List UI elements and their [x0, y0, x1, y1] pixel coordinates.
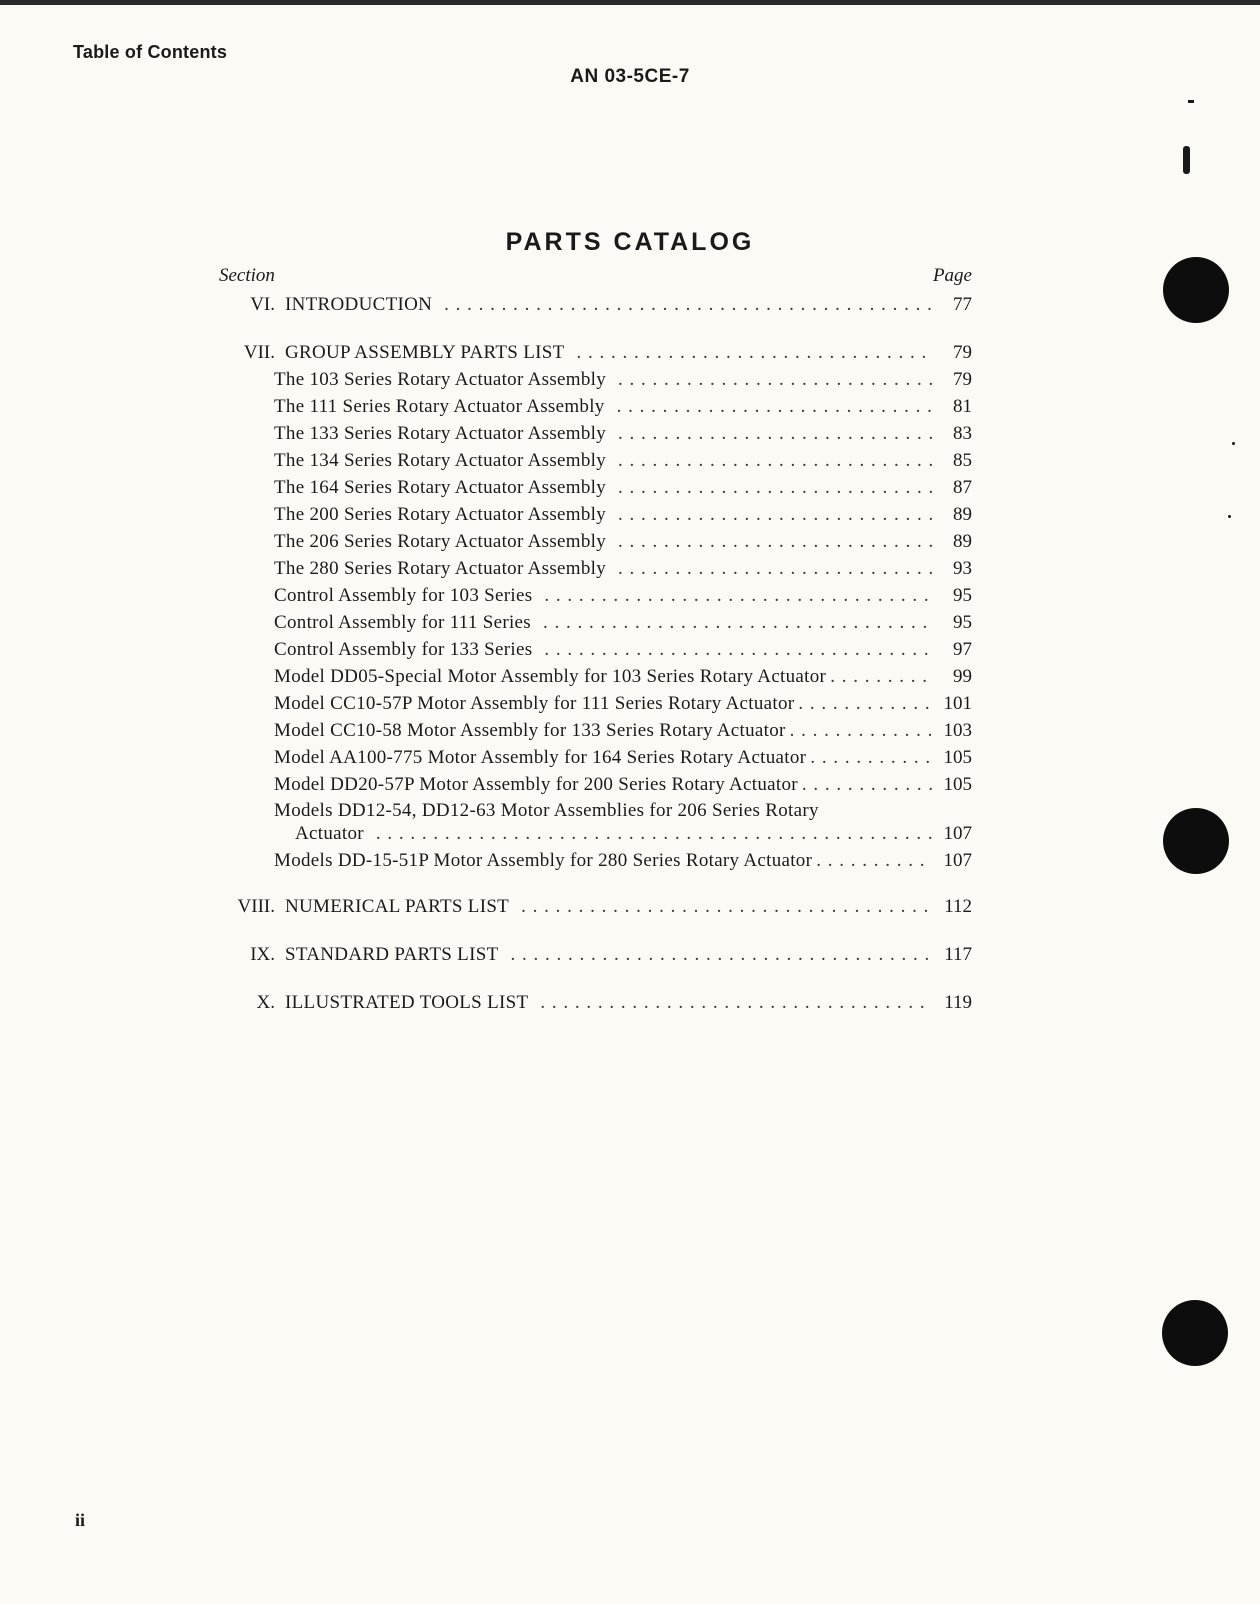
toc-entry-title: Control Assembly for 103 Series — [274, 585, 533, 606]
toc-section-number: VII. — [243, 342, 275, 363]
toc-subentry[interactable] — [219, 746, 972, 770]
toc-section-number: VIII. — [237, 896, 275, 917]
toc-page-number: 119 — [944, 992, 972, 1013]
toc-entry-title: The 134 Series Rotary Actuator Assembly — [274, 450, 607, 471]
toc-entry-title: The 103 Series Rotary Actuator Assembly — [274, 369, 607, 390]
toc-entry-title: NUMERICAL PARTS LIST — [285, 896, 510, 917]
toc-subentry[interactable] — [219, 638, 972, 662]
toc-subentry[interactable] — [219, 503, 972, 527]
toc-subentry[interactable] — [219, 449, 972, 473]
scan-mark — [1228, 515, 1231, 518]
toc-subentry[interactable] — [219, 773, 972, 797]
toc-dot-leader — [618, 422, 932, 446]
toc-subentry[interactable] — [219, 557, 972, 581]
toc-dot-leader — [618, 557, 932, 581]
toc-dot-leader — [521, 895, 932, 919]
toc-subentry[interactable] — [219, 665, 972, 689]
scan-mark — [1232, 442, 1235, 445]
toc-subentry[interactable] — [219, 476, 972, 500]
toc-subentry[interactable] — [219, 692, 972, 716]
toc-entry-title: The 133 Series Rotary Actuator Assembly — [274, 423, 607, 444]
toc-page-number: 107 — [943, 850, 972, 871]
toc-subentry[interactable] — [219, 611, 972, 635]
toc-entry-title-continued: Actuator — [295, 823, 364, 844]
toc-dot-leader — [577, 341, 932, 365]
toc-section-number: VI. — [250, 294, 275, 315]
toc-entry-title: ILLUSTRATED TOOLS LIST — [285, 992, 529, 1013]
toc-page-number: 85 — [953, 450, 972, 471]
toc-entry[interactable] — [219, 943, 972, 967]
toc-dot-leader — [802, 773, 932, 797]
toc-dot-leader — [618, 368, 932, 392]
toc-dot-leader — [618, 530, 932, 554]
toc-dot-leader — [617, 395, 932, 419]
toc-entry-title: Control Assembly for 133 Series — [274, 639, 533, 660]
toc-subentry[interactable] — [219, 799, 972, 823]
toc-page-number: 95 — [953, 585, 972, 606]
column-heading-section: Section — [219, 265, 275, 286]
toc-entry-title: Control Assembly for 111 Series — [274, 612, 531, 633]
toc-dot-leader — [618, 476, 932, 500]
toc-dot-leader — [816, 849, 932, 873]
toc-page-number: 83 — [953, 423, 972, 444]
toc-page-number: 105 — [943, 747, 972, 768]
toc-page-number: 117 — [944, 944, 972, 965]
document-number: AN 03-5CE-7 — [570, 66, 690, 87]
toc-entry-title: The 111 Series Rotary Actuator Assembly — [274, 396, 605, 417]
toc-dot-leader — [544, 638, 932, 662]
toc-subentry[interactable] — [219, 849, 972, 873]
toc-dot-leader — [543, 611, 932, 635]
toc-entry-title: Models DD-15-51P Motor Assembly for 280 Series Rotary Actuator — [274, 850, 813, 871]
toc-dot-leader — [444, 293, 932, 317]
toc-subentry-continuation[interactable] — [219, 822, 972, 846]
binder-hole — [1162, 1300, 1228, 1366]
toc-page-number: 95 — [953, 612, 972, 633]
toc-dot-leader — [376, 822, 932, 846]
toc-entry-title: Model DD05-Special Motor Assembly for 103 Series Rotary Actuator — [274, 666, 827, 687]
toc-page-number: 89 — [953, 504, 972, 525]
toc-dot-leader — [618, 449, 932, 473]
toc-dot-leader — [540, 991, 932, 1015]
running-header-left: Table of Contents — [73, 42, 228, 62]
column-heading-page: Page — [932, 265, 972, 286]
toc-dot-leader — [618, 503, 932, 527]
toc-entry-title: The 164 Series Rotary Actuator Assembly — [274, 477, 607, 498]
toc-page-number: 81 — [953, 396, 972, 417]
toc-page-number: 112 — [944, 896, 972, 917]
toc-page-number: 93 — [953, 558, 972, 579]
toc-dot-leader — [798, 692, 932, 716]
toc-page-number: 79 — [953, 342, 972, 363]
toc-page-number: 99 — [953, 666, 972, 687]
toc-page-number: 107 — [943, 823, 972, 844]
toc-entry-title: INTRODUCTION — [285, 294, 433, 315]
toc-entry-title: Models DD12-54, DD12-63 Motor Assemblies for 206 Series Rotary — [274, 800, 819, 821]
toc-entry-title: The 200 Series Rotary Actuator Assembly — [274, 504, 607, 525]
toc-page-number: 87 — [953, 477, 972, 498]
toc-dot-leader — [790, 719, 932, 743]
toc-page-number: 101 — [943, 693, 972, 714]
binder-hole — [1163, 808, 1229, 874]
page-number: ii — [75, 1510, 86, 1530]
toc-entry[interactable] — [219, 293, 972, 317]
page-top-edge — [0, 0, 1260, 5]
toc-dot-leader — [511, 943, 933, 967]
toc-subentry[interactable] — [219, 719, 972, 743]
toc-entry-title: Model CC10-58 Motor Assembly for 133 Series Rotary Actuator — [274, 720, 786, 741]
toc-page-number: 89 — [953, 531, 972, 552]
toc-entry[interactable] — [219, 991, 972, 1015]
toc-entry[interactable] — [219, 895, 972, 919]
toc-dot-leader — [810, 746, 932, 770]
toc-page-number: 79 — [953, 369, 972, 390]
toc-subentry[interactable] — [219, 422, 972, 446]
toc-entry-title: GROUP ASSEMBLY PARTS LIST — [285, 342, 565, 363]
toc-subentry[interactable] — [219, 368, 972, 392]
toc-subentry[interactable] — [219, 395, 972, 419]
toc-page-number: 105 — [943, 774, 972, 795]
toc-subentry[interactable] — [219, 530, 972, 554]
toc-dot-leader — [544, 584, 932, 608]
toc-entry-title: Model CC10-57P Motor Assembly for 111 Series Rotary Actuator — [274, 693, 795, 714]
toc-page-number: 97 — [953, 639, 972, 660]
page-title: PARTS CATALOG — [505, 228, 755, 256]
toc-page-number: 77 — [953, 294, 972, 315]
scan-mark — [1183, 146, 1190, 174]
binder-hole — [1163, 257, 1229, 323]
toc-section-number: X. — [256, 992, 275, 1013]
toc-entry[interactable] — [219, 341, 972, 365]
toc-entry-title: The 206 Series Rotary Actuator Assembly — [274, 531, 607, 552]
toc-subentry[interactable] — [219, 584, 972, 608]
toc-page-number: 103 — [943, 720, 972, 741]
toc-dot-leader — [830, 665, 932, 689]
toc-entry-title: STANDARD PARTS LIST — [285, 944, 499, 965]
scan-mark — [1188, 100, 1194, 103]
toc-section-number: IX. — [250, 944, 275, 965]
toc-entry-title: Model DD20-57P Motor Assembly for 200 Series Rotary Actuator — [274, 774, 798, 795]
toc-entry-title: The 280 Series Rotary Actuator Assembly — [274, 558, 607, 579]
toc-entry-title: Model AA100-775 Motor Assembly for 164 Series Rotary Actuator — [274, 747, 807, 768]
